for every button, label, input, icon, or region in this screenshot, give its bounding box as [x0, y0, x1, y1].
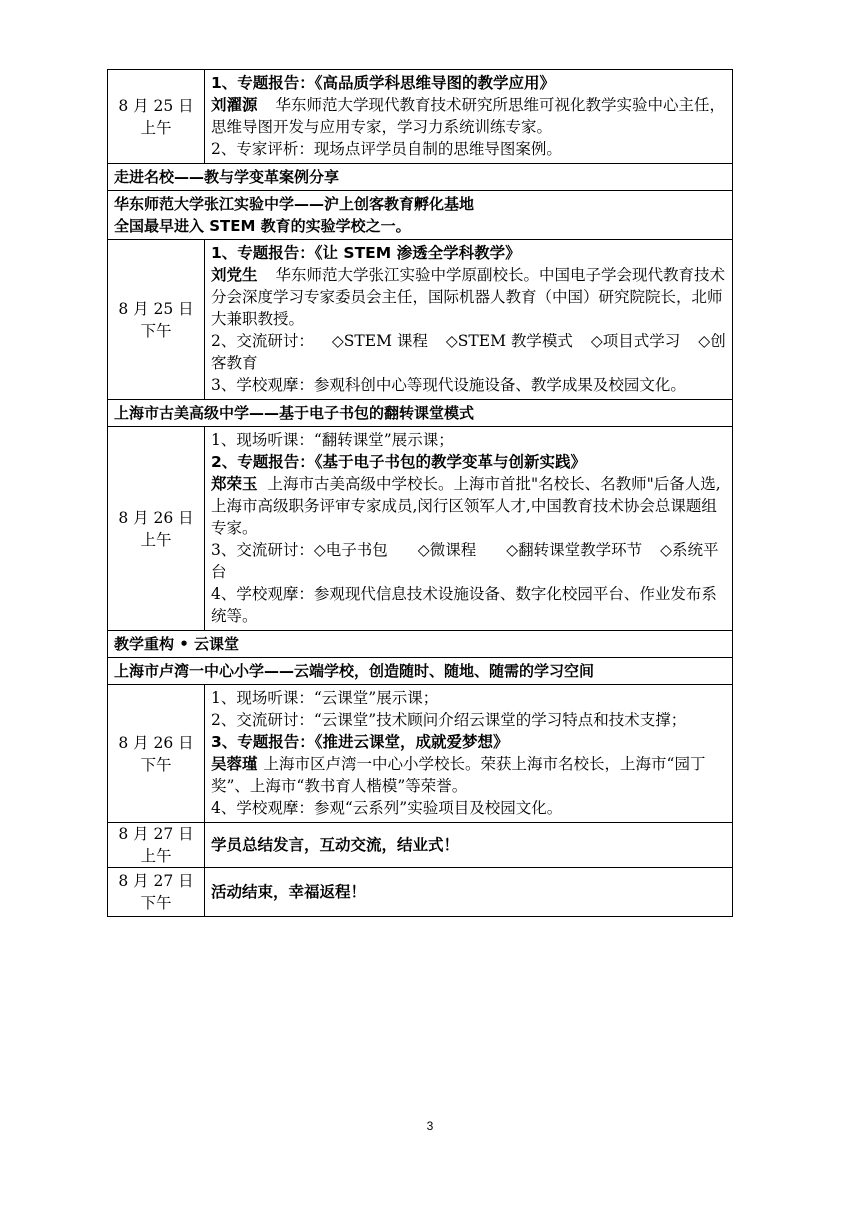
- date-session: 下午: [140, 894, 172, 912]
- closing-cell: 学员总结发言，互动交流，结业式！: [205, 823, 733, 868]
- speaker-bio: 上海市古美高级中学校长。上海市首批"名校长、名教师"后备人选,上海市高级职务评审专家成员,闵行区领军人才,中国教育技术协会总课题组专家。: [211, 475, 721, 537]
- report-title: 1、专题报告：《让 STEM 渗透全学科教学》: [211, 244, 521, 262]
- topic: ◇微课程: [417, 541, 477, 559]
- content-cell: [205, 427, 733, 631]
- agenda-item: [211, 539, 726, 583]
- content-cell: [205, 240, 733, 400]
- speaker-name: 刘濯源: [211, 96, 258, 114]
- date-session: 下午: [140, 755, 172, 774]
- speaker-bio: 华东师范大学张江实验中学原副校长。中国电子学会现代教育技术分会深度学习专家委员会主任，国际机器人教育（中国）研究院院长，北师大兼职教授。: [211, 266, 726, 328]
- table-row: [108, 427, 733, 631]
- date-day: 8 月 25 日: [118, 299, 194, 318]
- table-row: [108, 70, 733, 164]
- table-row: [108, 823, 733, 868]
- schedule-table: [107, 69, 733, 917]
- date-cell: [108, 240, 205, 400]
- table-row: [108, 191, 733, 240]
- content-cell: [205, 685, 733, 823]
- topic: ◇STEM 课程: [331, 332, 428, 350]
- topic: ◇系统平台: [211, 541, 719, 581]
- date-session: 上午: [140, 530, 172, 549]
- table-row: [108, 240, 733, 400]
- agenda-item: 1、现场听课：“翻转课堂”展示课；: [211, 431, 454, 449]
- report-title: 2、专题报告：《基于电子书包的教学变革与创新实践》: [211, 453, 587, 471]
- section-heading: 上海市古美高级中学——基于电子书包的翻转课堂模式: [108, 400, 733, 427]
- page-number: 3: [426, 1119, 434, 1133]
- speaker-bio: 华东师范大学现代教育技术研究所思维可视化教学实验中心主任，思维导图开发与应用专家，学习力系统训练专家。: [211, 96, 726, 136]
- content-cell: [205, 70, 733, 164]
- report-title: 1、专题报告：《高品质学科思维导图的教学应用》: [211, 74, 556, 92]
- date-cell: [108, 823, 205, 868]
- section-heading: [108, 191, 733, 240]
- agenda-item: 1、现场听课：“云课堂”展示课；: [211, 689, 439, 707]
- agenda-item: 3、学校观摩：参观科创中心等现代设施设备、教学成果及校园文化。: [211, 376, 686, 394]
- section-heading: 走进名校——教与学变革案例分享: [108, 164, 733, 191]
- date-day: 8 月 25 日: [118, 96, 194, 115]
- table-row: [108, 631, 733, 658]
- date-session: 上午: [140, 118, 172, 137]
- date-day: 8 月 26 日: [118, 733, 194, 752]
- agenda-label: 2、交流研讨：: [211, 332, 314, 350]
- table-row: [108, 658, 733, 685]
- agenda-item: [211, 330, 726, 374]
- date-day: 8 月 27 日: [118, 825, 194, 843]
- date-cell: [108, 70, 205, 164]
- table-row: [108, 868, 733, 917]
- school-title: 华东师范大学张江实验中学——沪上创客教育孵化基地: [114, 195, 475, 213]
- date-cell: [108, 868, 205, 917]
- speaker-name: 郑荣玉: [211, 475, 258, 493]
- topic: ◇项目式学习: [590, 332, 681, 350]
- topic: ◇电子书包: [313, 541, 388, 559]
- report-title: 3、专题报告：《推进云课堂，成就爱梦想》: [211, 733, 509, 751]
- date-session: 上午: [140, 847, 172, 865]
- date-cell: [108, 685, 205, 823]
- topic: ◇翻转课堂教学环节: [506, 541, 643, 559]
- school-subtitle: 全国最早进入 STEM 教育的实验学校之一。: [114, 217, 411, 235]
- section-heading: 上海市卢湾一中心小学——云端学校，创造随时、随地、随需的学习空间: [108, 658, 733, 685]
- date-cell: [108, 427, 205, 631]
- section-heading: 教学重构 • 云课堂: [108, 631, 733, 658]
- agenda-item: 2、交流研讨：“云课堂”技术顾问介绍云课堂的学习特点和技术支撑；: [211, 711, 687, 729]
- table-row: [108, 400, 733, 427]
- agenda-item: 2、专家评析：现场点评学员自制的思维导图案例。: [211, 140, 562, 158]
- agenda-item: 4、学校观摩：参观“云系列”实验项目及校园文化。: [211, 799, 563, 817]
- table-row: [108, 685, 733, 823]
- agenda-label: 3、交流研讨：: [211, 541, 314, 559]
- speaker-name: 刘党生: [211, 266, 258, 284]
- closing-cell: 活动结束，幸福返程！: [205, 868, 733, 917]
- date-day: 8 月 26 日: [118, 508, 194, 527]
- speaker-name: 吴蓉瑾: [211, 755, 258, 773]
- date-session: 下午: [140, 321, 172, 340]
- topic: ◇创客教育: [211, 332, 726, 372]
- topic: ◇STEM 教学模式: [445, 332, 573, 350]
- agenda-item: 4、学校观摩：参观现代信息技术设施设备、数字化校园平台、作业发布系统等。: [211, 585, 717, 625]
- date-day: 8 月 27 日: [118, 872, 194, 890]
- table-row: [108, 164, 733, 191]
- speaker-bio: 上海市区卢湾一中心小学校长。荣获上海市名校长，上海市“园丁奖”、上海市“教书育人楷模”等荣誉。: [211, 755, 706, 795]
